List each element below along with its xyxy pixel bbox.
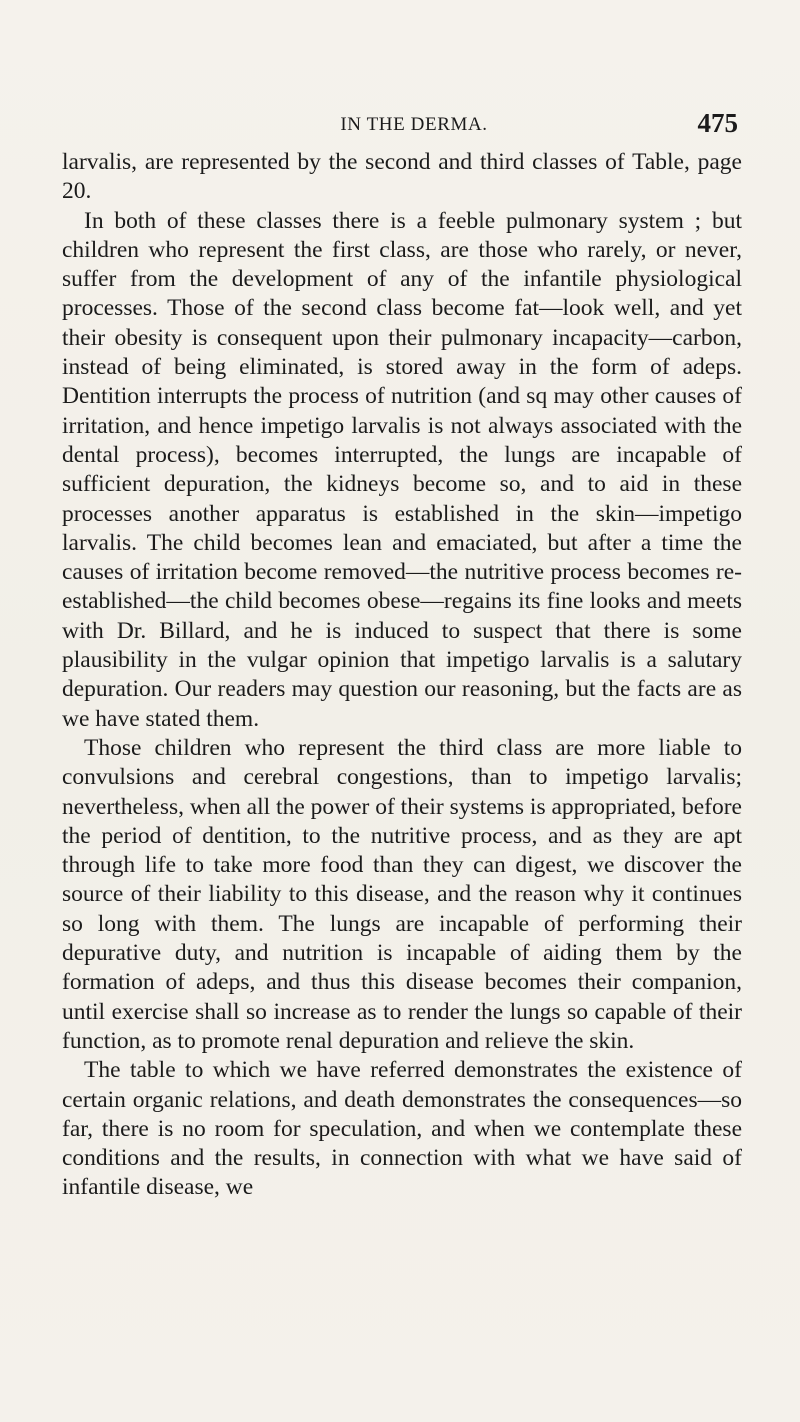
body-text xyxy=(62,148,742,1203)
paragraph: In both of these classes there is a feeble pulmonary system ; but children who represent the first class, are those who rarely, or never, suffer from the development of any of the infantile physiological processes. Those of the second class become fat—look well, and yet their obesity is consequent upon their pulmonary incapacity—carbon, instead of being eliminated, is stored away in the form of adeps. Dentition interrupts the process of nutrition (and sq may other causes of irritation, and hence impetigo larvalis is not always associated with the dental process), becomes interrupted, the lungs are incapable of sufficient depuration, the kidneys become so, and to aid in these processes another apparatus is established in the skin—impetigo larvalis. The child becomes lean and emaciated, but after a time the causes of irritation become removed—the nutritive process becomes re-established—the child becomes obese—regains its fine looks and meets with Dr. Billard, and he is induced to suspect that there is some plausibility in the vulgar opinion that impetigo larvalis is a salutary depuration. Our readers may question our reasoning, but the facts are as we have stated them. xyxy=(62,207,742,732)
running-head xyxy=(90,108,738,144)
paragraph-continued: larvalis, are represented by the second and third classes of Table, page 20. xyxy=(62,149,742,205)
paragraph: The table to which we have referred demonstrates the existence of certain organic relations, and death demonstrates the consequences—so far, there is no room for speculation, and when we contemplate these conditions and the results, in connection with what we have said of infantile disease, we xyxy=(62,1057,742,1201)
paragraph: Those children who represent the third class are more liable to convulsions and cerebral congestions, than to impetigo larvalis; nevertheless, when all the power of their systems is appropriated, before the period of dentition, to the nutritive process, and as they are apt through life to take more food than they can digest, we discover the source of their liability to this disease, and the reason why it continues so long with them. The lungs are incapable of performing their depurative duty, and nutrition is incapable of aiding them by the formation of adeps, and thus this disease becomes their companion, until exercise shall so increase as to render the lungs so capable of their function, as to promote renal depuration and relieve the skin. xyxy=(62,734,742,1054)
page-number: 475 xyxy=(697,108,738,138)
running-title: IN THE DERMA. xyxy=(340,114,488,135)
